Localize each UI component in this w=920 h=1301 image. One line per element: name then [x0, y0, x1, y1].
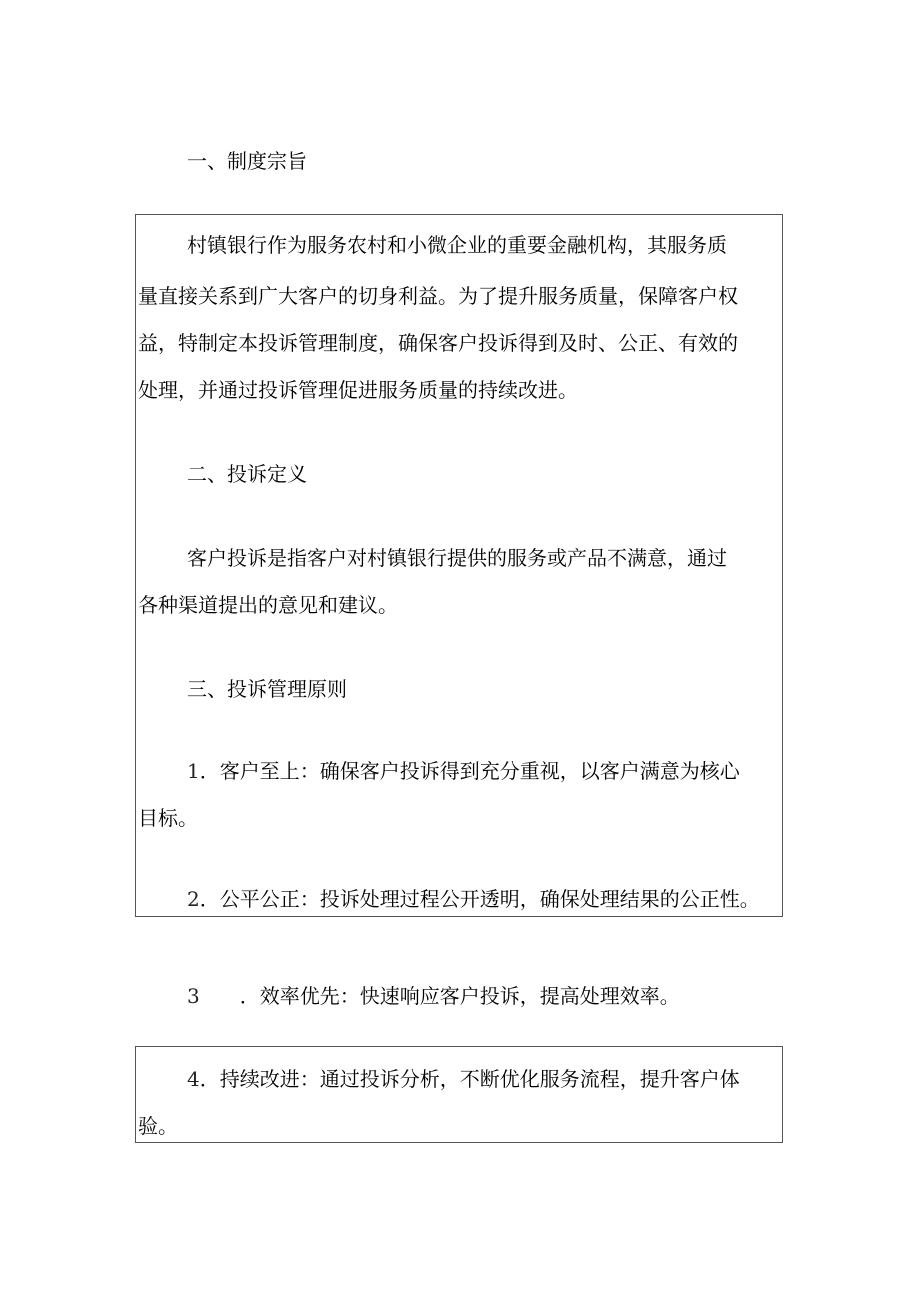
principle-item-3 — [187, 983, 680, 1009]
principle-item-1-cont: 目标。 — [138, 806, 198, 830]
section-2-heading: 二、投诉定义 — [187, 462, 307, 486]
section-1-line: 量直接关系到广大客户的切身利益。为了提升服务质量，保障客户权 — [138, 284, 738, 308]
principle-item-4 — [187, 1066, 740, 1092]
principle-item-4-cont: 验。 — [138, 1114, 178, 1138]
item-number: 4 — [187, 1067, 200, 1091]
item-text: ．效率优先：快速响应客户投诉，提高处理效率。 — [239, 984, 680, 1008]
item-text: ．公平公正：投诉处理过程公开透明，确保处理结果的公正性。 — [199, 887, 760, 911]
item-text: ．客户至上：确保客户投诉得到充分重视，以客户满意为核心 — [199, 759, 740, 783]
item-text: ．持续改进：通过投诉分析，不断优化服务流程，提升客户体 — [199, 1067, 740, 1091]
section-3-heading: 三、投诉管理原则 — [187, 677, 347, 701]
item-number: 1 — [187, 759, 200, 783]
section-1-line: 村镇银行作为服务农村和小微企业的重要金融机构，其服务质 — [187, 233, 727, 257]
section-2-line: 各种渠道提出的意见和建议。 — [138, 593, 398, 617]
principle-item-2 — [187, 886, 760, 912]
section-1-line: 益，特制定本投诉管理制度，确保客户投诉得到及时、公正、有效的 — [138, 331, 738, 355]
principle-item-1 — [187, 758, 740, 784]
section-1-line: 处理，并通过投诉管理促进服务质量的持续改进。 — [138, 378, 578, 402]
content-box-2 — [135, 1046, 783, 1143]
item-number: 3 — [187, 984, 200, 1008]
section-1-heading: 一、制度宗旨 — [187, 149, 307, 173]
item-number: 2 — [187, 887, 200, 911]
section-2-line: 客户投诉是指客户对村镇银行提供的服务或产品不满意，通过 — [187, 546, 727, 570]
